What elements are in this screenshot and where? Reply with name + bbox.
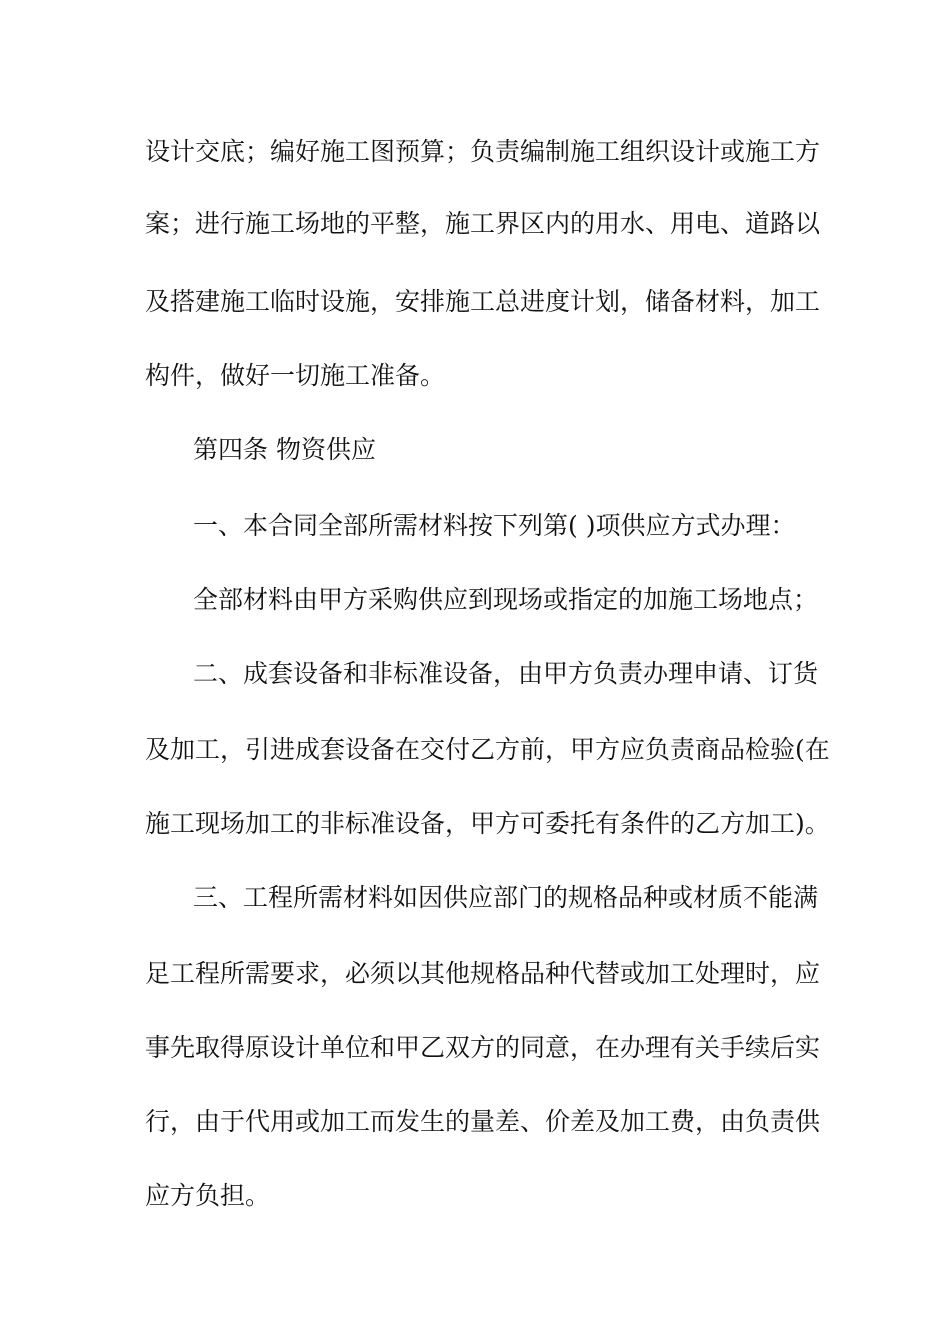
paragraph-line: 行，由于代用或加工而发生的量差、价差及加工费，由负责供 xyxy=(145,1107,821,1136)
paragraph-line: 一、本合同全部所需材料按下列第( )项供应方式办理： xyxy=(193,511,796,540)
paragraph-line: 二、成套设备和非标准设备，由甲方负责办理申请、订货 xyxy=(193,659,819,688)
paragraph-line: 施工现场加工的非标准设备，甲方可委托有条件的乙方加工)。 xyxy=(145,809,830,838)
section-heading: 第四条 物资供应 xyxy=(193,435,376,464)
paragraph-line: 应方负担。 xyxy=(145,1181,271,1210)
paragraph-line: 及加工，引进成套设备在交付乙方前，甲方应负责商品检验(在 xyxy=(145,735,830,764)
paragraph-line: 及搭建施工临时设施，安排施工总进度计划，储备材料，加工 xyxy=(145,287,821,316)
paragraph-line: 全部材料由甲方采购供应到现场或指定的加施工场地点； xyxy=(193,585,819,614)
paragraph-line: 设计交底；编好施工图预算；负责编制施工组织设计或施工方 xyxy=(145,137,821,166)
paragraph-line: 足工程所需要求，必须以其他规格品种代替或加工处理时，应 xyxy=(145,959,821,988)
paragraph-line: 事先取得原设计单位和甲乙双方的同意，在办理有关手续后实 xyxy=(145,1033,821,1062)
paragraph-line: 三、工程所需材料如因供应部门的规格品种或材质不能满 xyxy=(193,883,819,912)
paragraph-line: 构件，做好一切施工准备。 xyxy=(145,361,446,390)
paragraph-line: 案；进行施工场地的平整，施工界区内的用水、用电、道路以 xyxy=(145,209,821,238)
